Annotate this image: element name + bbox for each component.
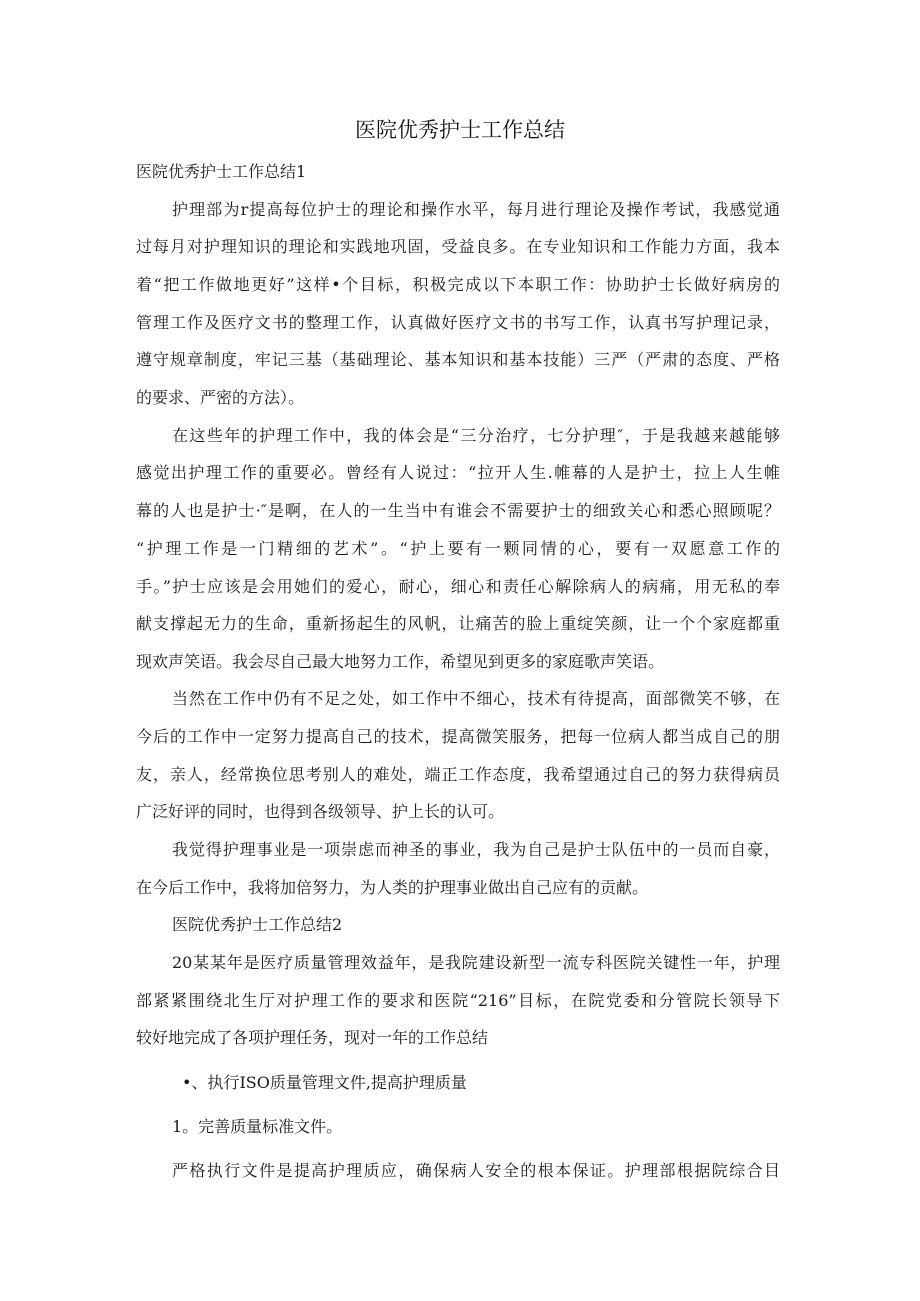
- text-line: 着“把工作做地更好”这样•个目标，积极完成以下本职工作：协助护士长做好病房的: [136, 275, 780, 294]
- text-line: 严格执行文件是提高护理质应，确保病人安全的根本保证。护理部根据院综合目: [172, 1161, 780, 1180]
- text-line: 在今后工作中，我将加倍努力，为人类的护理事业做出自己应有的贡献。: [136, 878, 649, 897]
- numbered-item: 1。完善质量标准文件。: [172, 1117, 343, 1136]
- text-line: “护理工作是一门精细的艺术”。“护上要有一颗同情的心，要有一双愿意工作的: [136, 539, 780, 558]
- text-line: 在这些年的护理工作中，我的体会是“三分治疗，七分护理″，于是我越来越能够: [172, 426, 780, 445]
- text-line: 我觉得护理事业是一项崇虑而神圣的事业，我为自己是护士队伍中的一员而自豪，: [172, 840, 780, 859]
- text-line: 管理工作及医疗文书的整理工作，认真做好医疗文书的书写工作，认真书写护理记录，: [136, 313, 780, 332]
- text-line: 今后的工作中一定努力提高自己的技术，提高微笑服务，把每一位病人都当成自己的朋: [136, 727, 780, 746]
- text-line: 当然在工作中仍有不足之处，如工作中不细心，技术有待提高，面部微笑不够，在: [172, 689, 780, 708]
- text-line: 广泛好评的同时，也得到各级领导、护上长的认可。: [136, 802, 505, 821]
- text-line: 较好地完成了各项护理任务，现对一年的工作总结: [136, 1028, 489, 1047]
- text-line: 献支撑起无力的生命，重新扬起生的风帆，让痛苦的脸上重绽笑颜，让一个个家庭都重: [136, 614, 780, 633]
- text-line: 部紧紧围绕北生厅对护理工作的要求和医院“216”目标，在院党委和分管院长领导下: [136, 991, 780, 1010]
- text-line: 友，亲人，经常换位思考别人的难处，端正工作态度，我希望通过自己的努力获得病员: [136, 765, 780, 784]
- text-line: 20某某年是医疗质量管理效益年，是我院建设新型一流专科医院关键性一年，护理: [172, 953, 780, 972]
- text-line: 感觉出护理工作的重要必。曾经有人说过：“拉开人生.帷幕的人是护士，拉上人生帷: [136, 463, 780, 482]
- text-line: 手。”护士应该是会用她们的爱心，耐心，细心和责任心解除病人的病痛，用无私的奉: [136, 577, 780, 596]
- text-line: 遵守规章制度，牢记三基（基础理论、基本知识和基本技能）三严（严肃的态度、严格: [136, 350, 780, 369]
- text-line: 现欢声笑语。我会尽自己最大地努力工作，希望见到更多的家庭歌声笑语。: [136, 652, 665, 671]
- list-heading: •、执行ISO质量管理文件,提高护理质量: [182, 1073, 467, 1092]
- text-line: 过每月对护理知识的理论和实践地巩固，受益良多。在专业知识和工作能力方面，我本: [136, 237, 780, 256]
- text-line: 护理部为r提高每位护士的理论和操作水平，每月进行理论及操作考试，我感觉通: [172, 200, 780, 219]
- text-line: 幕的人也是护士·″是啊，在人的一生当中有谁会不需要护士的细致关心和悉心照顾呢？: [136, 501, 780, 520]
- text-line: 的要求、严密的方法）。: [136, 388, 305, 407]
- section-heading-2: 医院优秀护士工作总结2: [172, 915, 343, 934]
- document-title: 医院优秀护士工作总结: [355, 118, 565, 142]
- section-heading-1: 医院优秀护士工作总结1: [136, 162, 307, 181]
